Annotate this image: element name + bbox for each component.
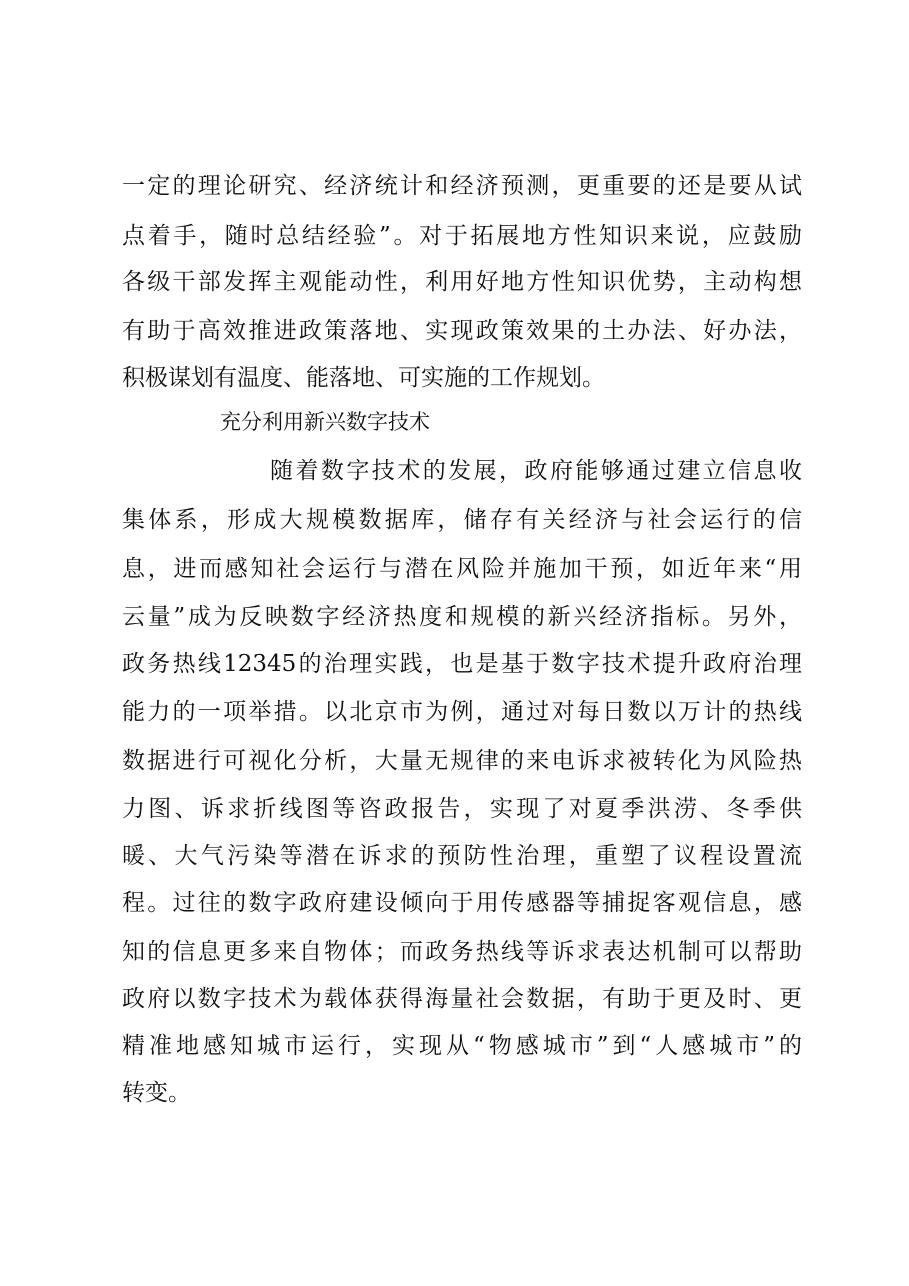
section-heading: 充分利用新兴数字技术 bbox=[220, 410, 430, 434]
paragraph-2-line-8: 力图、诉求折线图等咨政报告，实现了对夏季洪涝、冬季供 bbox=[122, 796, 802, 822]
paragraph-2-line-14: 转变。 bbox=[122, 1080, 191, 1106]
paragraph-2-line-7: 数据进行可视化分析，大量无规律的来电诉求被转化为风险热 bbox=[122, 748, 802, 774]
paragraph-2-line-11: 知的信息更多来自物体；而政务热线等诉求表达机制可以帮助 bbox=[122, 939, 802, 965]
paragraph-2-line-12: 政府以数字技术为载体获得海量社会数据，有助于更及时、更 bbox=[122, 986, 802, 1012]
paragraph-1-line-2: 点着手，随时总结经验”。对于拓展地方性知识来说，应鼓励 bbox=[122, 223, 802, 249]
paragraph-1-line-1: 一定的理论研究、经济统计和经济预测，更重要的还是要从试 bbox=[122, 173, 802, 199]
paragraph-2-line-5: 政务热线12345的治理实践，也是基于数字技术提升政府治理 bbox=[122, 651, 802, 677]
paragraph-1-line-4: 有助于高效推进政策落地、实现政策效果的土办法、好办法， bbox=[122, 318, 802, 344]
paragraph-2-line-4: 云量”成为反映数字经济热度和规模的新兴经济指标。另外， bbox=[122, 604, 802, 630]
paragraph-1-line-5: 积极谋划有温度、能落地、可实施的工作规划。 bbox=[122, 365, 605, 391]
paragraph-2-line-13: 精准地感知城市运行，实现从“物感城市”到“人感城市”的 bbox=[122, 1033, 802, 1059]
paragraph-2-line-2: 集体系，形成大规模数据库，储存有关经济与社会运行的信 bbox=[122, 507, 802, 533]
paragraph-2-line-6: 能力的一项举措。以北京市为例，通过对每日数以万计的热线 bbox=[122, 699, 802, 725]
paragraph-2-line-3: 息，进而感知社会运行与潜在风险并施加干预，如近年来“用 bbox=[122, 556, 802, 582]
paragraph-1-line-3: 各级干部发挥主观能动性，利用好地方性知识优势，主动构想 bbox=[122, 269, 802, 295]
paragraph-2-line-1: 随着数字技术的发展，政府能够通过建立信息收 bbox=[270, 458, 802, 484]
paragraph-2-line-9: 暖、大气污染等潜在诉求的预防性治理，重塑了议程设置流 bbox=[122, 843, 802, 869]
paragraph-2-line-10: 程。过往的数字政府建设倾向于用传感器等捕捉客观信息，感 bbox=[122, 890, 802, 916]
